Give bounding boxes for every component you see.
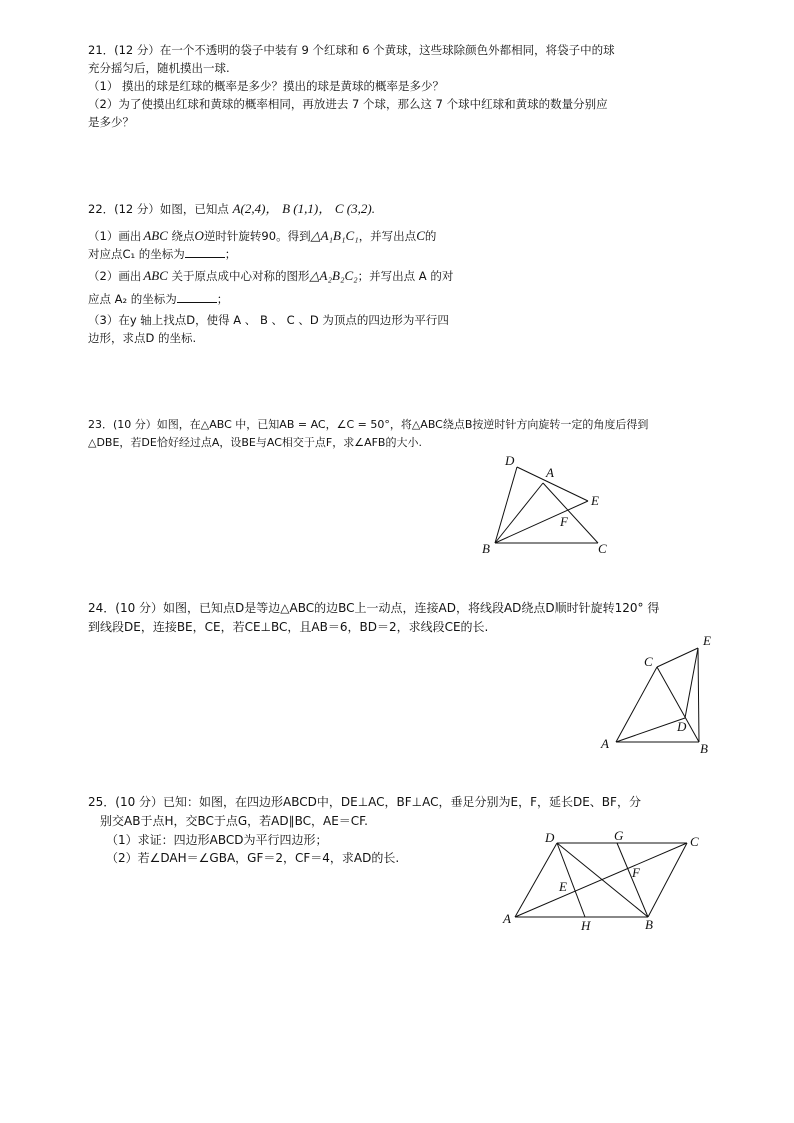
q22-s1-answer-label: 对应点C₁ 的坐标为: [88, 247, 185, 261]
label-b: B: [645, 917, 653, 932]
segment-ac: [515, 843, 687, 917]
q21-line1: 21．(12 分）在一个不透明的袋子中装有 9 个红球和 6 个黄球，这些球除颜色外都相同，将袋子中的球: [88, 43, 615, 57]
q22-s1-c: C: [416, 228, 425, 243]
q22-sub3-line1: （3）在y 轴上找点D，使得 A 、 B 、 C 、D 为顶点的四边形为平行四: [88, 313, 449, 327]
label-a: A: [546, 465, 554, 480]
q21-line2: 充分摇匀后，随机摸出一球.: [88, 61, 230, 75]
q24-line2: 到线段DE，连接BE，CE，若CE⊥BC，且AB＝6，BD＝2，求线段CE的长.: [88, 620, 489, 634]
q22-point-a: A(2,4)，: [232, 201, 279, 216]
q22-point-b: B (1,1)，: [282, 201, 332, 216]
q22-s1-o: O: [194, 228, 204, 243]
q22-s1-prefix: （1）画出: [88, 229, 142, 243]
q22-point-c: C (3,2).: [334, 201, 375, 216]
q22-s2-end: ；: [216, 292, 229, 306]
label-f: F: [560, 514, 568, 529]
label-f: F: [632, 865, 640, 880]
q22-s1-image: △A₁B₁C₁: [310, 228, 359, 243]
q21-line3: （1） 摸出的球是红球的概率是多少？摸出的球是黄球的概率是多少？: [88, 79, 444, 93]
q22-s1-triangle: ABC: [143, 228, 168, 243]
q25-line3: （1）求证：四边形ABCD为平行四边形；: [106, 833, 328, 847]
label-h: H: [581, 918, 591, 933]
label-e: E: [703, 633, 711, 648]
q21-line4: （2）为了使摸出红球和黄球的概率相同，再放进去 7 个球，那么这 7 个球中红球和黄球的数量分别应: [88, 97, 608, 111]
q22-s2-write: ；并写出点 A 的对: [357, 269, 454, 283]
q21-line5: 是多少？: [88, 115, 134, 129]
q22-s1-text: 绕点: [171, 229, 195, 243]
segment-bc: [648, 843, 687, 917]
label-e: E: [559, 879, 567, 894]
q22-s2-prefix: （2）画出: [88, 269, 142, 283]
label-b: B: [482, 541, 490, 556]
q22-s2-answer-label: 应点 A₂ 的坐标为: [88, 292, 177, 306]
label-a: A: [601, 736, 609, 751]
q25-line2: 别交AB于点H，交BC于点G，若AD∥BC，AE＝CF.: [100, 814, 368, 828]
label-d: D: [545, 830, 555, 845]
label-d: D: [505, 453, 515, 468]
q24-line1: 24．(10 分）如图，已知点D是等边△ABC的边BC上一动点，连接AD，将线段AD绕点D顺时针旋转120° 得: [88, 601, 660, 615]
segment-gb: [617, 843, 648, 917]
label-b: B: [700, 741, 708, 756]
q23-line2: △DBE，若DE恰好经过点A，设BE与AC相交于点F，求∠AFB的大小.: [88, 436, 422, 449]
q22-s1-rotate: 逆时针旋转90。得到: [203, 229, 311, 243]
q25-line4: （2）若∠DAH＝∠GBA，GF＝2，CF＝4，求AD的长.: [106, 851, 400, 865]
q22-s1-end: ；: [224, 247, 237, 261]
segment-da: [515, 843, 557, 917]
label-g: G: [614, 828, 624, 843]
label-c: C: [598, 541, 607, 556]
label-a: A: [503, 911, 511, 926]
q22-s1-write: ，并写出点: [358, 229, 417, 243]
q22-s1-de: 的: [424, 229, 437, 243]
label-e: E: [591, 493, 599, 508]
label-c: C: [690, 834, 699, 849]
label-c: C: [644, 654, 653, 669]
q22-s2-triangle: ABC: [143, 268, 168, 283]
label-d: D: [677, 719, 687, 734]
q22-s2-image: △A₂B₂C₂: [309, 268, 358, 283]
q22-s2-text: 关于原点成中心对称的图形: [171, 269, 310, 283]
q22-intro: 22．(12 分）如图，已知点: [88, 202, 229, 216]
q22-sub3-line2: 边形，求点D 的坐标.: [88, 331, 197, 345]
q25-line1: 25．(10 分）已知：如图，在四边形ABCD中，DE⊥AC，BF⊥AC，垂足分别为E，F，延长DE、BF，分: [88, 795, 641, 809]
q23-line1: 23．(10 分）如图，在△ABC 中，已知AB = AC，∠C = 50°，将△ABC绕点B按逆时针方向旋转一定的角度后得到: [88, 418, 649, 431]
